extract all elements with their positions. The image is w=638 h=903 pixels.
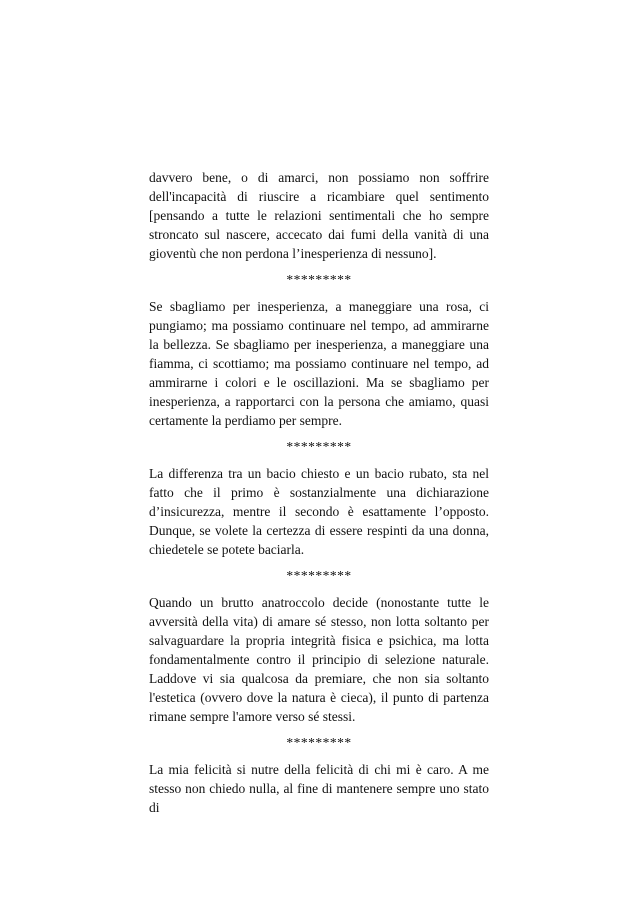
section-separator: ********* (286, 272, 352, 287)
section-separator: ********* (286, 735, 352, 750)
paragraph: davvero bene, o di amarci, non possiamo non soffrire dell'incapacità di riuscire a ricambiare quel sentimento [pensando a tutte le relazioni sentimentali che ho sempre stroncato sul nascere, accecato dai fumi della vanità di una gioventù che non perdona l’inesperienza di nessuno]. (149, 170, 489, 261)
paragraph: Se sbagliamo per inesperienza, a maneggiare una rosa, ci pungiamo; ma possiamo continuare nel tempo, ad ammirarne la bellezza. Se sbagliamo per inesperienza, a maneggiare una fiamma, ci scottiamo; ma possiamo continuare nel tempo, ad ammirarne i colori e le oscillazioni. Ma se sbagliamo per inesperienza, a rapportarci con la persona che amiamo, quasi certamente la perdiamo per sempre. (149, 299, 489, 428)
paragraph: Quando un brutto anatroccolo decide (nonostante tutte le avversità della vita) di amare sé stesso, non lotta soltanto per salvaguardare la propria integrità fisica e psichica, ma lotta fondamentalmente contro il principio di selezione naturale. Laddove vi sia qualcosa da premiare, che non sia soltanto l'estetica (ovvero dove la natura è cieca), il punto di partenza rimane sempre l'amore verso sé stessi. (149, 595, 489, 724)
paragraph: La mia felicità si nutre della felicità di chi mi è caro. A me stesso non chiedo nulla, al fine di mantenere sempre uno stato di (149, 762, 489, 815)
section-separator: ********* (286, 568, 352, 583)
section-separator: ********* (286, 439, 352, 454)
document-page (149, 168, 489, 817)
paragraph: La differenza tra un bacio chiesto e un bacio rubato, sta nel fatto che il primo è sostanzialmente una dichiarazione d’insicurezza, mentre il secondo è esattamente l’opposto. Dunque, se volete la certezza di essere respinti da una donna, chiedetele se potete baciarla. (149, 466, 489, 557)
